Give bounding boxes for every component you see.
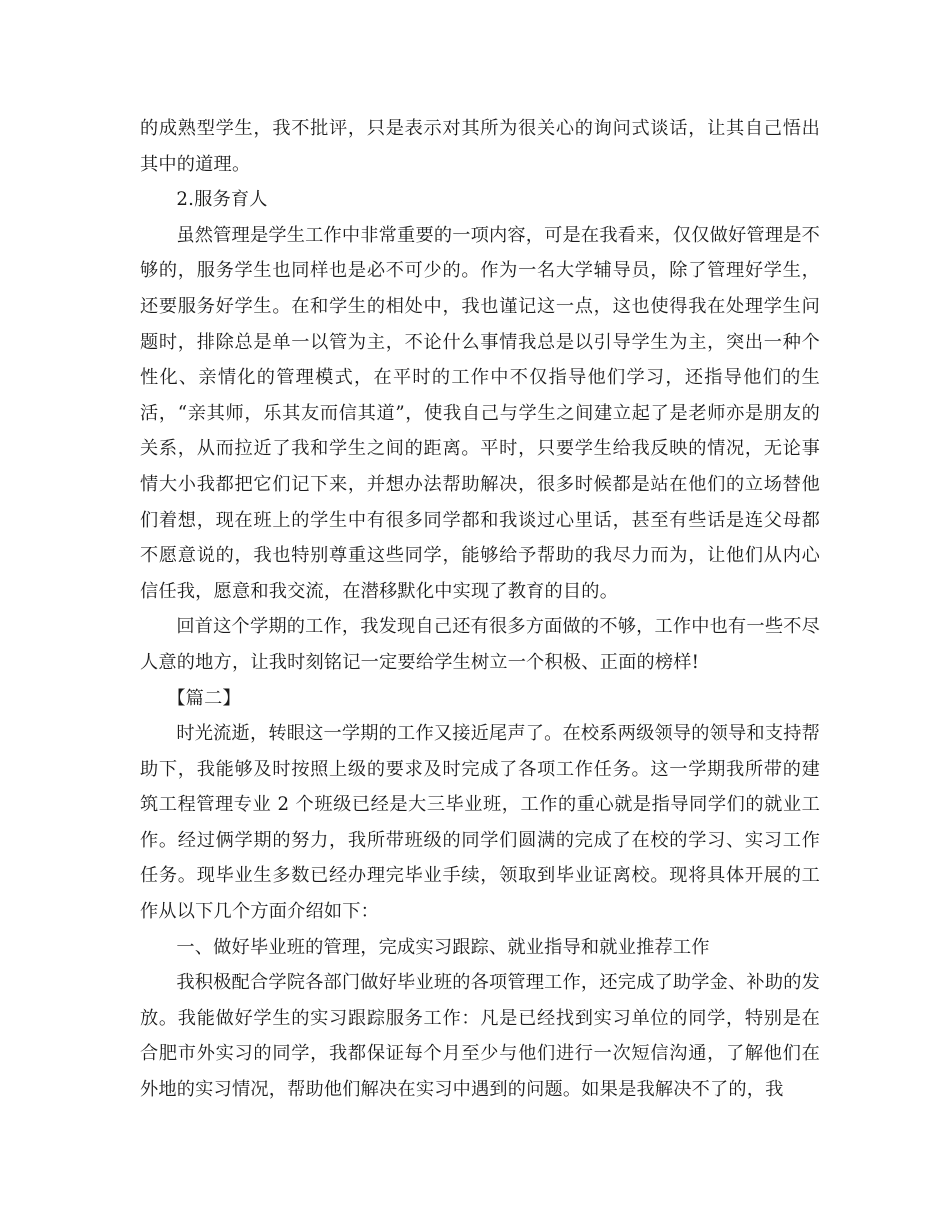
paragraph-intro: 时光流逝，转眼这一学期的工作又接近尾声了。在校系两级领导的领导和支持帮助下，我能够及时按照上级的要求及时完成了各项工作任务。这一学期我所带的建筑工程管理专业 2 个班级已经是大三毕业班，工作的重心就是指导同学们的就业工作。经过俩学期的努力，我所带班级的同学们圆满的完成了在校的学习、实习工作任务。现毕业生多数已经办理完毕业手续，领取到毕业证离校。现将具体开展的工作从以下几个方面介绍如下： — [140, 723, 820, 923]
paragraph-continuation: 的成熟型学生，我不批评，只是表示对其所为很关心的询问式谈话，让其自己悟出其中的道理。 — [140, 118, 820, 175]
paragraph-service: 虽然管理是学生工作中非常重要的一项内容，可是在我看来，仅仅做好管理是不够的，服务学生也同样也是必不可少的。作为一名大学辅导员，除了管理好学生，还要服务好学生。在和学生的相处中，我也谨记这一点，这也使得我在处理学生问题时，排除总是单一以管为主，不论什么事情我总是以引导学生为主，突出一种个性化、亲情化的管理模式，在平时的工作中不仅指导他们学习，还指导他们的生活，“亲其师，乐其友而信其道”，使我自己与学生之间建立起了是老师亦是朋友的关系，从而拉近了我和学生之间的距离。平时，只要学生给我反映的情况，无论事情大小我都把它们记下来，并想办法帮助解决，很多时候都是站在他们的立场替他们着想，现在班上的学生中有很多同学都和我谈过心里话，甚至有些话是连父母都不愿意说的，我也特别尊重这些同学，能够给予帮助的我尽力而为，让他们从内心信任我，愿意和我交流，在潜移默化中实现了教育的目的。 — [140, 224, 820, 602]
section-title-part-two: 【篇二】 — [167, 687, 241, 709]
subheading-service-education: 2.服务育人 — [176, 189, 268, 211]
subheading-graduate-management: 一、做好毕业班的管理，完成实习跟踪、就业指导和就业推荐工作 — [176, 936, 710, 958]
document-body — [140, 111, 820, 1108]
paragraph-internship-tracking: 我积极配合学院各部门做好毕业班的各项管理工作，还完成了助学金、补助的发放。我能做好学生的实习跟踪服务工作：凡是已经找到实习单位的同学，特别是在合肥市外实习的同学，我都保证每个月至少与他们进行一次短信沟通，了解他们在外地的实习情况，帮助他们解决在实习中遇到的问题。如果是我解决不了的，我 — [140, 972, 820, 1101]
paragraph-review: 回首这个学期的工作，我发现自己还有很多方面做的不够，工作中也有一些不尽人意的地方，让我时刻铭记一定要给学生树立一个积极、正面的榜样! — [140, 616, 820, 673]
